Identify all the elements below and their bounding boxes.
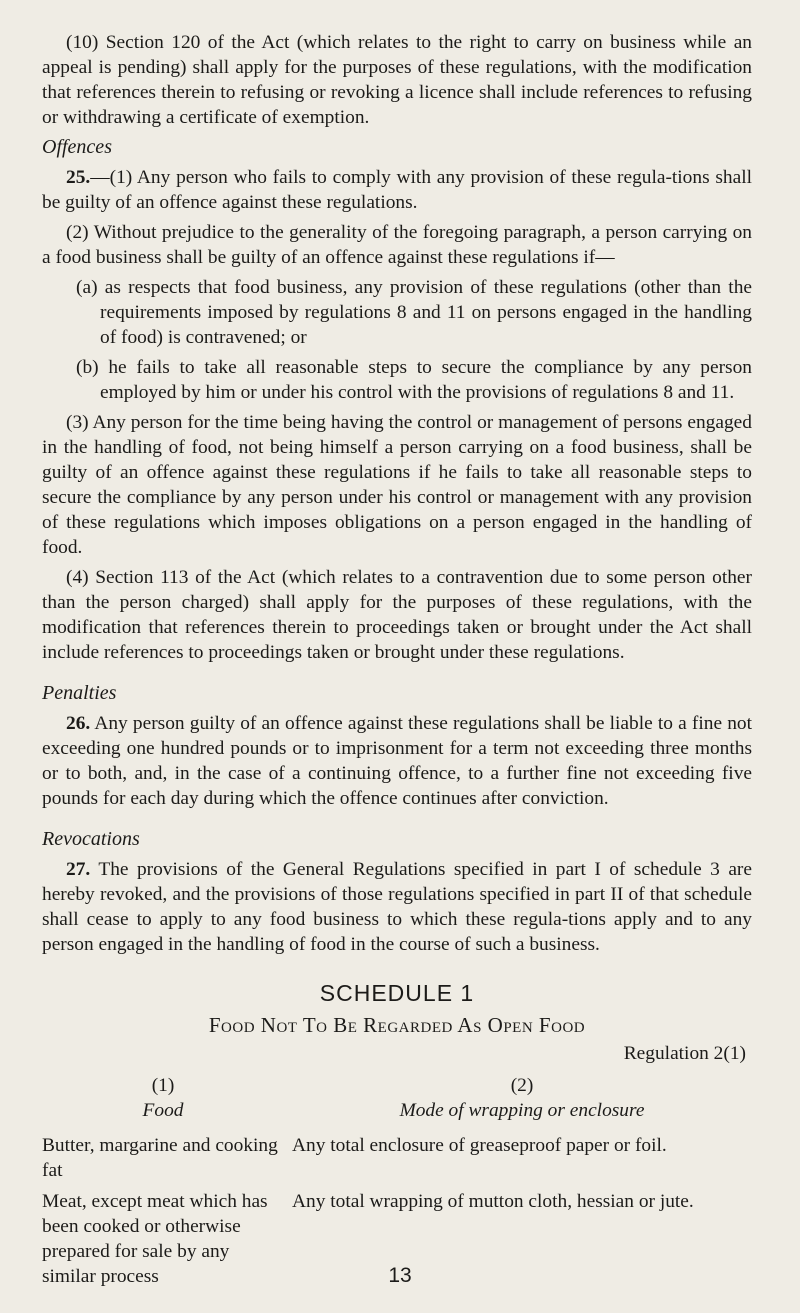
schedule-regulation-reference: Regulation 2(1) (623, 1043, 746, 1064)
regulation-number: 27. (66, 859, 91, 880)
regulation-text: The provisions of the General Regulations specified in part I of schedule 3 are hereby revoked, and the provisions of those regulations specified in part II of that schedule shall cease to apply to any food business to which these regula-tions apply and to any person engaged in the handling of food in the course of such a business. (42, 859, 752, 955)
column-header-food (42, 1073, 292, 1123)
heading-penalties: Penalties (42, 682, 117, 704)
regulation-26 (42, 711, 752, 811)
regulation-27 (42, 857, 752, 957)
regulation-25-2: (2) Without prejudice to the generality of the foregoing paragraph, a person carrying on a food business shall be guilty of an offence against these regulations if— (42, 222, 752, 268)
column-label: Mode of wrapping or enclosure (399, 1100, 645, 1121)
schedule-table (42, 1073, 752, 1289)
column-number: (2) (510, 1075, 534, 1096)
column-label: Food (142, 1100, 184, 1121)
heading-offences: Offences (42, 136, 112, 158)
regulation-number: 26. (66, 713, 91, 734)
mode-cell: Any total wrapping of mutton cloth, hessian or jute. (292, 1191, 694, 1212)
heading-revocations: Revocations (42, 828, 140, 850)
page-number: 13 (388, 1264, 412, 1287)
food-cell: Meat, except meat which has been cooked or otherwise prepared for sale by any similar process (42, 1191, 268, 1287)
regulation-text: Any person guilty of an offence against these regulations shall be liable to a fine not exceeding one hundred pounds or to imprisonment for a term not exceeding three months or to both, and, in the case of a continuing offence, to a further fine not exceeding five pounds for each day during which the offence continues after conviction. (42, 713, 752, 809)
table-row (42, 1133, 752, 1183)
regulation-text: —(1) Any person who fails to comply with any provision of these regula-tions shall be guilty of an offence against these regulations. (42, 167, 752, 213)
regulation-number: 25. (66, 167, 91, 188)
regulation-25-2-b: (b) he fails to take all reasonable steps to secure the compliance by any person employed by him or under his control with the provisions of regulations 8 and 11. (76, 357, 752, 403)
mode-cell: Any total enclosure of greaseproof paper or foil. (292, 1135, 667, 1156)
regulation-25-2-a: (a) as respects that food business, any provision of these regulations (other than the requirements imposed by regulations 8 and 11 on persons engaged in the handling of food) is contravened; or (76, 277, 752, 348)
paragraph-10: (10) Section 120 of the Act (which relates to the right to carry on business while an appeal is pending) shall apply for the purposes of these regulations, with the modification that references therein to refusing or revoking a licence shall include references to refusing or withdrawing a certificate of exemption. (42, 32, 752, 128)
food-cell: Butter, margarine and cooking fat (42, 1135, 278, 1181)
column-number: (1) (151, 1075, 175, 1096)
schedule-subtitle: Food Not To Be Regarded As Open Food (208, 1013, 586, 1037)
regulation-25-3: (3) Any person for the time being having the control or management of persons engaged in the handling of food, not being himself a person carrying on a food business, shall be guilty of an offence against these regulations if he fails to take all reasonable steps to secure the compliance by any person under his control or management with any provision of these regulations which imposes obligations on a person engaged in the handling of food. (42, 412, 752, 558)
schedule-header-row (42, 1073, 752, 1123)
regulation-25-1 (42, 165, 752, 215)
schedule-title: SCHEDULE 1 (319, 980, 475, 1006)
column-header-mode (292, 1073, 752, 1123)
regulation-25-4: (4) Section 113 of the Act (which relates to a contravention due to some person other than the person charged) shall apply for the purposes of these regulations, with the modification that references therein to proceedings taken or brought under the Act shall include references to proceedings taken or brought under these regulations. (42, 567, 752, 663)
